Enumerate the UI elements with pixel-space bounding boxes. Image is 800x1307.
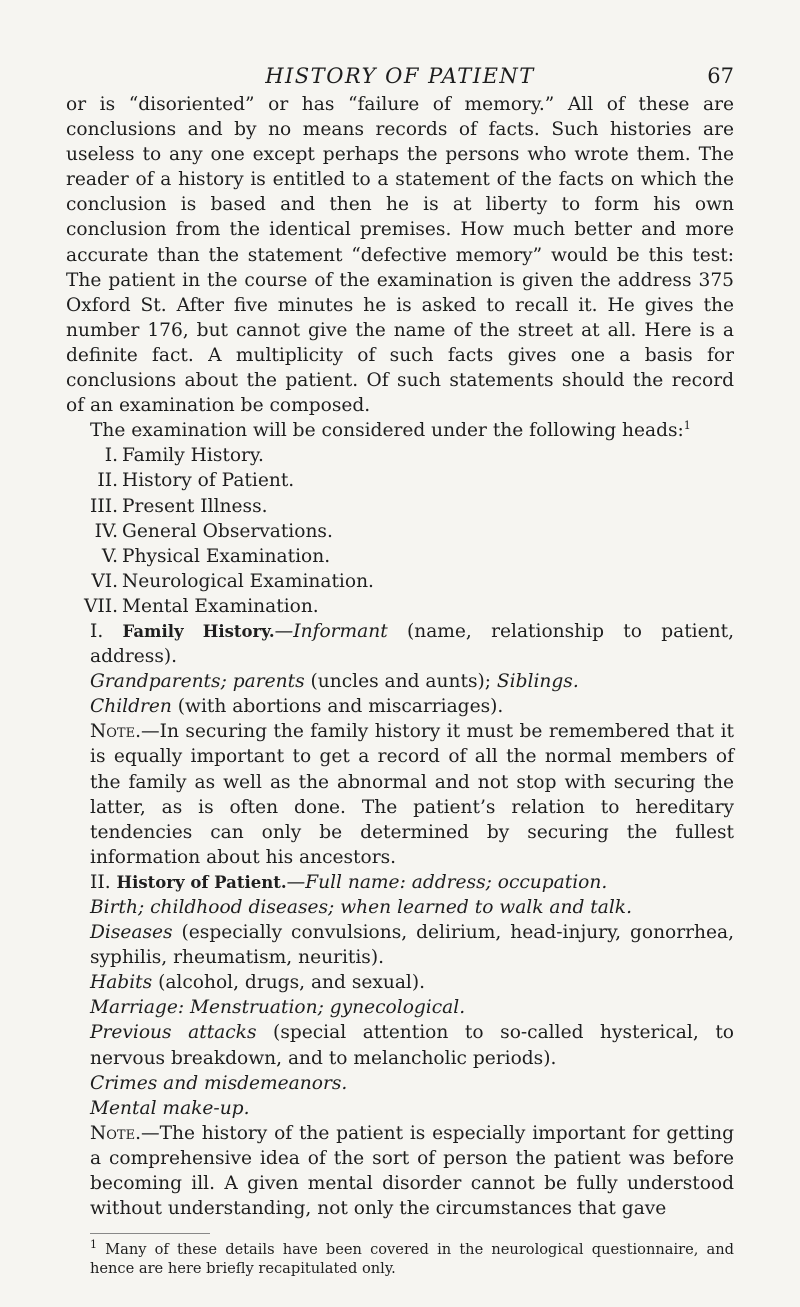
list-item — [66, 468, 734, 493]
previous-attacks-detail: (special attention to so-called hysterical, to nervous breakdown, and to melancholic periods). — [90, 1022, 734, 1069]
children-label: Children — [90, 696, 172, 718]
full-name-line: Full name: address; occupation. — [305, 871, 608, 893]
list-item — [66, 544, 734, 569]
dash: — — [286, 871, 306, 893]
paragraph-heads-intro — [66, 418, 734, 443]
footnote-text: Many of these details have been covered in the neurological questionnaire, and hence are here briefly recapitulated only. — [90, 1241, 734, 1278]
grandparents-detail: (uncles and aunts); — [304, 671, 497, 693]
list-item — [66, 494, 734, 519]
section-title: Family History. — [122, 621, 275, 641]
footnote-mark: 1 — [90, 1238, 97, 1252]
list-item-label: Neurological Examination. — [122, 570, 374, 592]
informant-label: Informant — [293, 620, 388, 642]
diseases-detail: (especially convulsions, delirium, head-injury, gonorrhea, syphilis, rheumatism, neuritis). — [90, 922, 734, 969]
list-item-label: General Observations. — [122, 520, 333, 542]
previous-attacks-line — [66, 1020, 734, 1070]
note-label: Note. — [90, 1122, 141, 1144]
siblings-label: Siblings. — [496, 671, 579, 693]
crimes-line: Crimes and misdemeanors. — [90, 1072, 348, 1094]
family-note — [66, 719, 734, 870]
family-history-heading — [66, 619, 734, 669]
diseases-label: Diseases — [90, 922, 173, 944]
list-item-number: VII. — [83, 595, 118, 617]
habits-detail: (alcohol, drugs, and sexual). — [152, 972, 426, 994]
list-item-number: II. — [97, 470, 118, 492]
list-item-label: History of Patient. — [122, 470, 295, 492]
list-item-number: VI. — [91, 570, 118, 592]
diseases-line — [66, 920, 734, 970]
list-item — [66, 443, 734, 468]
section-title: History of Patient. — [116, 872, 287, 892]
patient-history-heading — [66, 870, 734, 895]
habits-line — [66, 970, 734, 995]
list-item — [66, 569, 734, 594]
list-item-number: V. — [101, 545, 118, 567]
list-item — [66, 519, 734, 544]
children-detail: (with abortions and miscarriages). — [171, 696, 504, 718]
marriage-line: Marriage: Menstruation; gynecological. — [90, 997, 466, 1019]
note-label: Note. — [90, 721, 141, 743]
family-children-line — [66, 694, 734, 719]
list-item-label: Physical Examination. — [122, 545, 331, 567]
footnote-divider — [90, 1233, 210, 1234]
family-grandparents-line — [66, 669, 734, 694]
section-number: II. — [90, 871, 111, 893]
list-item-number: I. — [104, 445, 118, 467]
mental-makeup-line: Mental make-up. — [90, 1097, 250, 1119]
section-number: I. — [90, 620, 104, 642]
footnote-ref: 1 — [683, 419, 691, 433]
dash: — — [274, 620, 294, 642]
running-head: HISTORY OF PATIENT — [265, 64, 535, 88]
patient-note — [66, 1121, 734, 1221]
birth-line: Birth; childhood diseases; when learned to walk and talk. — [90, 897, 632, 918]
heads-intro-text: The examination will be considered under the following heads: — [90, 420, 684, 442]
list-item-number: III. — [90, 495, 118, 517]
previous-attacks-label: Previous attacks — [90, 1022, 257, 1044]
page-number: 67 — [707, 64, 734, 88]
list-item-number: IV. — [94, 520, 118, 542]
page-header — [66, 52, 734, 92]
examination-heads-list — [66, 443, 734, 619]
page-body — [66, 92, 734, 1221]
habits-label: Habits — [90, 972, 153, 994]
grandparents-label: Grandparents; parents — [90, 671, 305, 693]
paragraph-memory-test: or is “disoriented” or has “failure of memory.” All of these are conclusions and by no means records of facts. Such histories are useless to any one except perhaps the persons who wrote them. The reader of a history is entitled to a statement of the facts on which the conclusion is based and then he is at liberty to form his own conclusion from the identical premises. How much better and more accurate than the statement “defective memory” would be this test: The patient in the course of the examination is given the address 375 Oxford St. After five minutes he is asked to recall it. He gives the number 176, but cannot give the name of the street at all. Here is a definite fact. A multiplicity of such facts gives one a basis for conclusions about the patient. Of such statements should the record of an examination be composed. — [66, 94, 734, 417]
list-item-label: Family History. — [122, 445, 264, 467]
informant-detail: (name, relationship to patient, address). — [90, 620, 734, 668]
list-item — [66, 594, 734, 619]
note-text: —In securing the family history it must be remembered that it is equally important to get a record of all the normal members of the family as well as the abnormal and not stop with securing the latter, as is often done. The patient’s relation to hereditary tendencies can only be determined by securing the fullest information about his ancestors. — [90, 721, 734, 868]
list-item-label: Mental Examination. — [122, 595, 319, 617]
list-item-label: Present Illness. — [122, 495, 268, 517]
footnote — [66, 1240, 734, 1278]
note-text: —The history of the patient is especially important for getting a comprehensive idea of the sort of person the patient was before becoming ill. A given mental disorder cannot be fully understood without understanding, not only the circumstances that gave — [90, 1122, 734, 1220]
